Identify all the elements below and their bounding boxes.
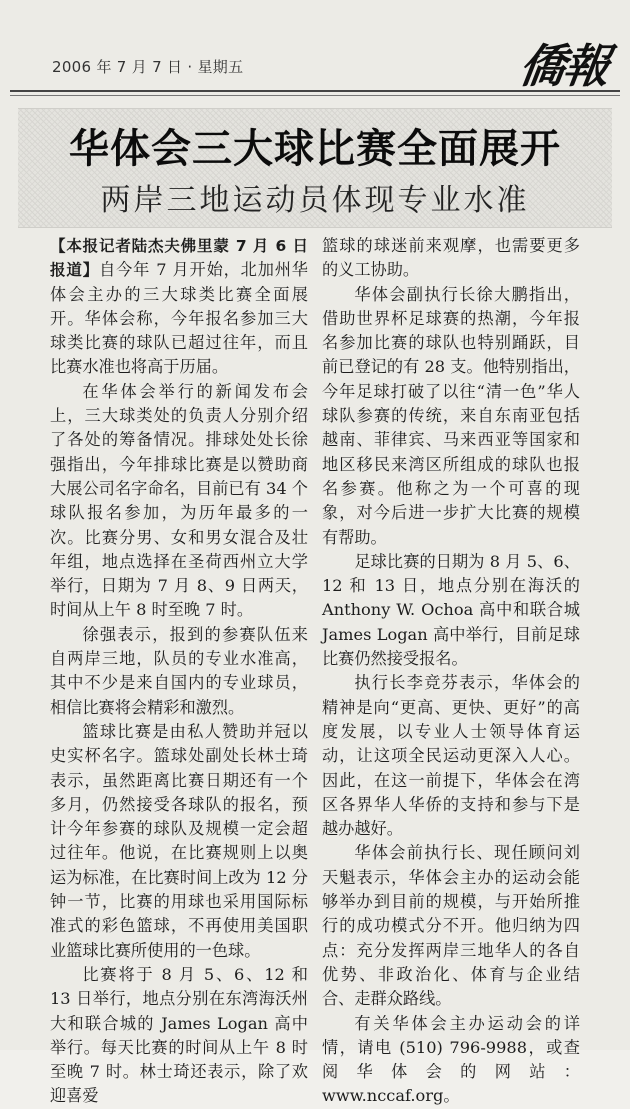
article-paragraph: 华体会副执行长徐大鹏指出，借助世界杯足球赛的热潮，今年报名参加比赛的球队也特别踊跃，目前已登记的有 28 支。他特别指出，今年足球打破了以往“清一色”华人球队参赛的传统，来自东南亚包括越南、菲律宾、马来西亚等国家和地区移民来湾区所组成的球队也报名参赛。他称之为一个可喜的现象，对今后进一步扩大比赛的规模有帮助。 (322, 284, 580, 547)
article-body (50, 234, 610, 1106)
article-column-left (50, 234, 308, 1106)
article-subhead: 两岸三地运动员体现专业水准 (100, 183, 530, 218)
issue-date: 2006 年 7 月 7 日 · 星期五 (52, 58, 244, 76)
header-rule (10, 90, 620, 96)
article-paragraph: 执行长李竞芬表示，华体会的精神是向“更高、更快、更好”的高度发展，以专业人士领导体育运动，让这项全民运动更深入人心。因此，在这一前提下，华体会在湾区各界华人华侨的支持和参与下是越办越好。 (322, 673, 580, 839)
article-paragraph: 华体会前执行长、现任顾问刘天魁表示，华体会主办的运动会能够举办到目前的规模，与开始所推行的成功模式分不开。他归纳为四点：充分发挥两岸三地华人的各自优势、非政治化、体育与企业结合、走群众路线。 (322, 843, 580, 1009)
article-paragraph: 徐强表示，报到的参赛队伍来自两岸三地，队员的专业水准高，其中不少是来自国内的专业球员，相信比赛将会精彩和激烈。 (50, 624, 308, 717)
headline-block (18, 108, 612, 228)
article-paragraph: 比赛将于 8 月 5、6、12 和 13 日举行，地点分别在东湾海沃州大和联合城的 James Logan 高中举行。每天比赛的时间从上午 8 时至晚 7 时。林士琦还表示，除了欢迎喜爱 (50, 964, 308, 1106)
masthead-logo: 僑報 (515, 39, 612, 93)
article-byline: 【本报记者陆杰夫佛里蒙 7 月 6 日报道】 (50, 237, 308, 280)
article-paragraph: 在华体会举行的新闻发布会上，三大球类处的负责人分别介绍了各处的筹备情况。排球处处长徐强指出，今年排球比赛是以赞助商大展公司名字命名，目前已有 34 个球队报名参加，为历年最多的一次。比赛分男、女和男女混合及壮年组，地点选择在圣荷西州立大学举行，日期为 7 月 8、9 日两天，时间从上午 8 时至晚 7 时。 (50, 381, 308, 620)
article-paragraph: 篮球的球迷前来观摩，也需要更多的义工协助。 (322, 236, 580, 280)
article-column-right (322, 234, 580, 1106)
lead-text: 自今年 7 月开始，北加州华体会主办的三大球类比赛全面展开。华体会称，今年报名参加三大球类比赛的球队已超过往年，而且比赛水准也将高于历届。 (50, 260, 308, 377)
article-paragraph: 篮球比赛是由私人赞助并冠以史实杯名字。篮球处副处长林士琦表示，虽然距离比赛日期还有一个多月，仍然接受各球队的报名，预计今年参赛的球队及规模一定会超过往年。他说，在比赛规则上以奥运为标准，在比赛时间上改为 12 分钟一节，比赛的用球也采用国际标准式的彩色篮球，不再使用美国职业篮球比赛所使用的一色球。 (50, 721, 308, 960)
article-paragraph: 足球比赛的日期为 8 月 5、6、12 和 13 日，地点分别在海沃的 Anthony W. Ochoa 高中和联合城 James Logan 高中举行，目前足球比赛仍然接受报名。 (322, 551, 580, 669)
article-headline: 华体会三大球比赛全面展开 (69, 126, 561, 172)
article-paragraph: 有关华体会主办运动会的详情，请电 (510) 796-9988，或查阅华体会的网站：www.nccaf.org。 (322, 1013, 580, 1106)
article-paragraph-lead (50, 234, 308, 380)
